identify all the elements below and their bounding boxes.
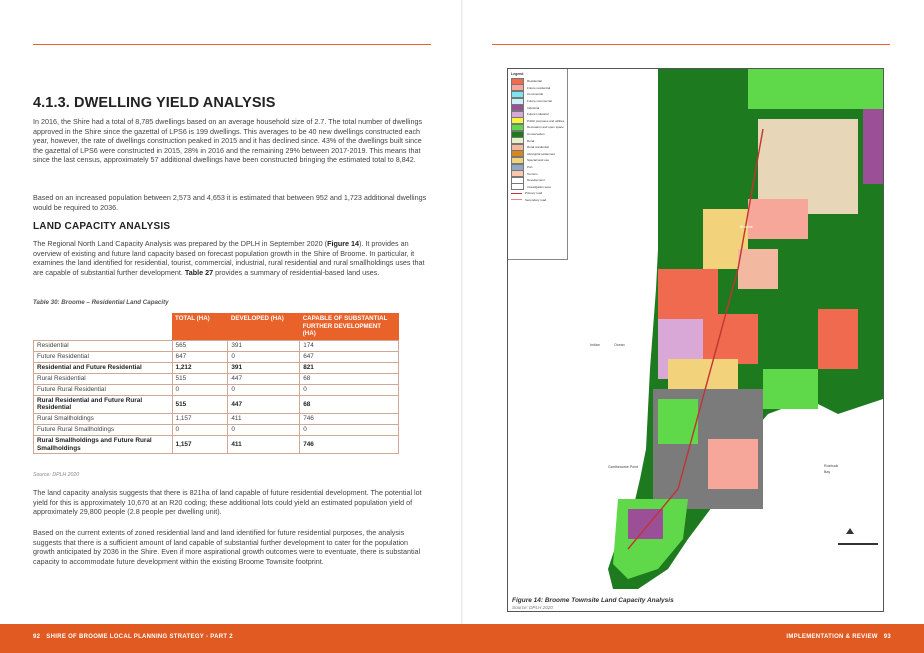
legend-item	[511, 197, 567, 204]
right-page-number: 93	[883, 634, 891, 640]
map-label-ocean: Ocean	[614, 343, 625, 347]
table-cell: Future Rural Residential	[34, 384, 173, 395]
legend-item	[511, 184, 567, 191]
lca-text-3: provides a summary of residential-based land uses.	[213, 267, 380, 277]
future-residential-town	[708, 439, 758, 489]
legend-swatch	[511, 199, 522, 200]
table-row	[34, 395, 399, 413]
recreation-north	[748, 69, 883, 109]
scale-bar	[838, 543, 878, 545]
table-row	[34, 424, 399, 435]
residential-north	[658, 269, 718, 319]
table-cell: 746	[300, 413, 399, 424]
land-capacity-map	[507, 68, 884, 612]
intro-paragraph-1: In 2016, the Shire had a total of 8,785 dwellings based on an average household size of 2.7. The total number of dwellings approved in the Shire since the gazettal of LPS6 is 199 dwellings. This averages to be 40 new dwellings constructed each year, however, the rate of dwellings construction peaked in 2015 and it has declined since. 43% of the dwellings built since the gazettal of LPS6 were constructed in 2015, 28% in 2016 and the remaining 29% between 2017-2019. This means that since the last census, approximately 57 additional dwellings have been constructed bringing the estimated total to 8,842.	[33, 117, 423, 165]
table-row	[34, 373, 399, 384]
table-cell: 1,157	[172, 413, 228, 424]
legend-label: Port	[527, 165, 533, 170]
map-label-bay: Bay	[824, 470, 831, 474]
future-residential-north	[748, 199, 808, 239]
table-row	[34, 435, 399, 453]
legend-label: Residential	[527, 79, 542, 84]
table-cell: 0	[228, 424, 300, 435]
table-cell: 447	[228, 373, 300, 384]
legend-label: Recreation and open space	[527, 125, 564, 130]
lca-text-2: ). It provides an overview of existing and future land capacity based on forecast population growth in the Shire of Broome. In particular, it examines the land identified for residential, tourist, commercial, industrial, rural residential and rural smallholdings uses that are capable of substantial further development.	[33, 239, 425, 277]
page-gutter	[461, 0, 463, 653]
table-cell: 821	[300, 362, 399, 373]
lca-text-1: The Regional North Land Capacity Analysis was prepared by the DPLH in September 2020 (	[33, 239, 328, 248]
legend-label: Conservation	[527, 132, 545, 137]
table-row	[34, 413, 399, 424]
table-header-developed: DEVELOPED (HA)	[228, 313, 300, 340]
intro-paragraph-2: Based on an increased population between 2,573 and 4,653 it is estimated that between 952 and 1,723 additional dwellings would be required to 2036.	[33, 193, 427, 212]
table-cell: 565	[172, 340, 228, 351]
table-cell: Residential	[34, 340, 173, 351]
table-cell: Rural Smallholdings and Future Rural Smallholdings	[34, 435, 173, 453]
footer-right	[786, 634, 891, 640]
table-cell: Residential and Future Residential	[34, 362, 173, 373]
table-cell: 68	[300, 373, 399, 384]
table-header-row	[34, 313, 399, 340]
legend-swatch	[511, 193, 522, 194]
rural-residential-block	[738, 249, 778, 289]
legend-label: Development	[527, 178, 545, 183]
conclusion-paragraph: Based on the current extents of zoned residential land and land identified for future residential purposes, the analysis suggests that there is a sufficient amount of land capable of substantial further development to cater for the population growth anticipated by 2036 in the Shire. Even if more aspirational growth outcomes were to eventuate, there is substantial capacity to accommodate future development within the existing Broome Townsite footprint.	[33, 528, 421, 566]
table-cell: 0	[228, 384, 300, 395]
page-footer	[0, 624, 924, 653]
map-label-broome: Broome	[740, 225, 753, 229]
table-cell: 68	[300, 395, 399, 413]
table-row	[34, 384, 399, 395]
legend-label: Aboriginal settlement	[527, 151, 556, 156]
table-body	[34, 340, 399, 454]
legend-label: Primary road	[525, 191, 543, 196]
table-cell: Rural Residential	[34, 373, 173, 384]
table-row	[34, 351, 399, 362]
table-source: Source: DPLH 2020	[33, 472, 80, 478]
map-legend	[508, 69, 568, 260]
table-cell: 647	[172, 351, 228, 362]
table-cell: 411	[228, 413, 300, 424]
right-header-rule	[492, 44, 890, 45]
table-27-link[interactable]: Table 27	[184, 267, 214, 277]
residential-land-capacity-table	[33, 313, 399, 454]
legend-label: Secondary road	[525, 197, 547, 202]
legend-swatch	[511, 183, 524, 190]
table-cell: 647	[300, 351, 399, 362]
table-cell: 0	[172, 384, 228, 395]
table-cell: 0	[172, 424, 228, 435]
table-cell: 515	[172, 395, 228, 413]
table-cell: Future Rural Smallholdings	[34, 424, 173, 435]
table-cell: 447	[228, 395, 300, 413]
table-cell: 746	[300, 435, 399, 453]
left-page-number: 92	[33, 634, 41, 640]
footer-left	[33, 634, 233, 640]
land-capacity-heading: LAND CAPACITY ANALYSIS	[33, 221, 171, 232]
legend-label: Rural	[527, 138, 535, 143]
table-header-blank	[34, 313, 173, 340]
figure-14-link[interactable]: Figure 14	[327, 239, 360, 248]
figure-source: Source: DPLH 2020	[512, 605, 553, 610]
footer-left-title: SHIRE OF BROOME LOCAL PLANNING STRATEGY - PART 2	[46, 634, 233, 640]
residential-east	[818, 309, 858, 369]
footer-right-title: IMPLEMENTATION & REVIEW	[786, 634, 878, 640]
figure-caption: Figure 14: Broome Townsite Land Capacity Analysis	[512, 597, 674, 604]
residential-central	[703, 314, 758, 364]
legend-label: Rural residential	[527, 145, 549, 150]
table-header-total: TOTAL (HA)	[172, 313, 228, 340]
table-cell: 174	[300, 340, 399, 351]
table-cell: 411	[228, 435, 300, 453]
legend-label: Investigation area	[527, 184, 551, 189]
table-cell: Rural Smallholdings	[34, 413, 173, 424]
open-space-east	[763, 369, 818, 409]
table-row	[34, 362, 399, 373]
table-cell: 391	[228, 340, 300, 351]
table-cell: 391	[228, 362, 300, 373]
table-cell: 0	[300, 384, 399, 395]
legend-label: Future industrial	[527, 112, 549, 117]
table-cell: Rural Residential and Future Rural Residential	[34, 395, 173, 413]
table-cell: 0	[300, 424, 399, 435]
land-capacity-paragraph	[33, 239, 431, 277]
table-cell: 0	[228, 351, 300, 362]
section-heading: 4.1.3. DWELLING YIELD ANALYSIS	[33, 95, 276, 111]
legend-label: Future residential	[527, 85, 551, 90]
legend-items	[508, 78, 567, 203]
map-label-indian: Indian	[590, 343, 600, 347]
legend-title: Legend	[511, 72, 524, 76]
legend-label: Industrial	[527, 105, 540, 110]
table-cell: 1,212	[172, 362, 228, 373]
left-header-rule	[33, 44, 431, 45]
map-label-gantheaume: Gantheaume Point	[608, 465, 638, 469]
industrial-east	[863, 109, 883, 184]
legend-item	[511, 190, 567, 197]
table-cell: 515	[172, 373, 228, 384]
table-cell: Future Residential	[34, 351, 173, 362]
legend-label: Commercial	[527, 92, 544, 97]
map-label-roebuck: Roebuck	[824, 464, 839, 468]
legend-label: Future commercial	[527, 99, 552, 104]
legend-label: Public purposes and utilities	[527, 118, 565, 123]
table-row	[34, 340, 399, 351]
table-caption: Table 30: Broome – Residential Land Capacity	[33, 299, 169, 306]
table-header-capable: CAPABLE OF SUBSTANTIAL FURTHER DEVELOPMENT (HA)	[300, 313, 399, 340]
table-cell: 1,157	[172, 435, 228, 453]
legend-label: Tourism	[527, 171, 538, 176]
legend-label: Special land use	[527, 158, 550, 163]
capacity-paragraph: The land capacity analysis suggests that there is 821ha of land capable of future residential development. The potential lot yield for this is approximately 10,670 at an R20 coding; these additional lots could yield an estimated population yield of approximately 29,800 people (2.8 people per dwelling unit).	[33, 488, 422, 517]
